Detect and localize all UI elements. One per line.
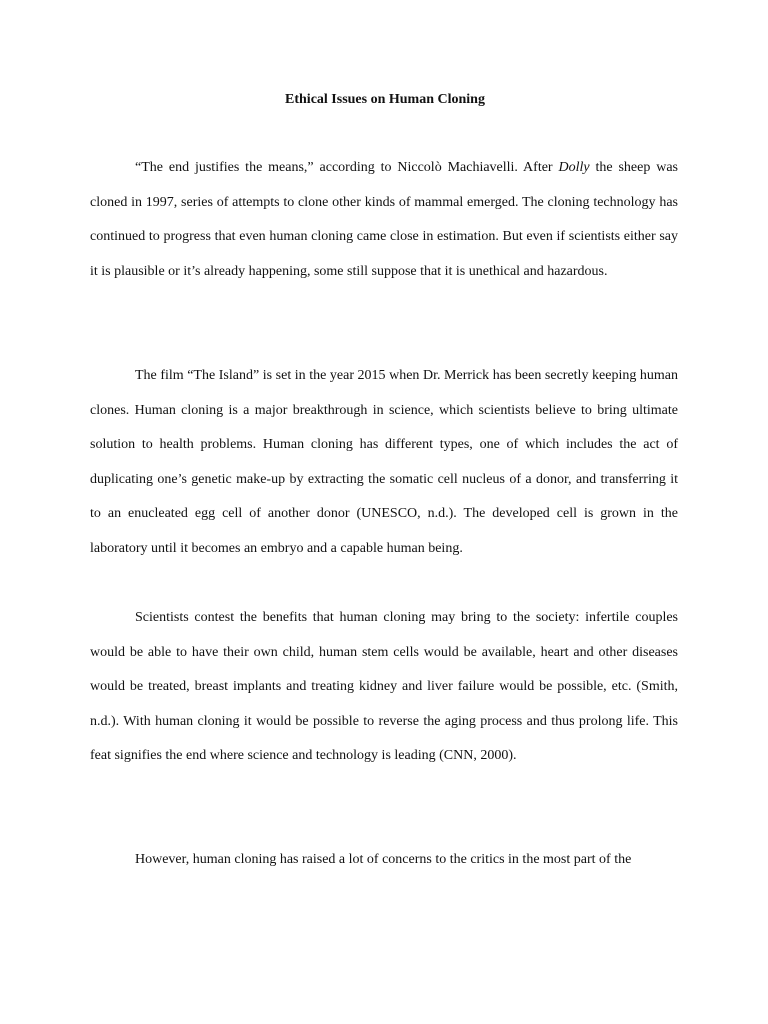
paragraph-1-italic-dolly: Dolly <box>558 160 590 175</box>
paragraph-4: However, human cloning has raised a lot of concerns to the critics in the most part of the <box>135 852 632 867</box>
paragraph-2: The film “The Island” is set in the year 2015 when Dr. Merrick has been secretly keeping human clones. Human cloning is a major breakthrough in science, which scientists believe to bring ultimate solution to health problems. Human cloning has different types, one of which includes the act of duplicating one’s genetic make-up by extracting the somatic cell nucleus of a donor, and transferring it to an enucleated egg cell of another donor (UNESCO, n.d.). The developed cell is grown in the laboratory until it becomes an embryo and a capable human being. <box>90 368 678 556</box>
paragraph-3: Scientists contest the benefits that human cloning may bring to the society: infertile couples would be able to have their own child, human stem cells would be available, heart and other diseases would be treated, breast implants and treating kidney and liver failure would be possible, etc. (Smith, n.d.). With human cloning it would be possible to reverse the aging process and thus prolong life. This feat signifies the end where science and technology is leading (CNN, 2000). <box>90 610 678 763</box>
paragraph-1 <box>90 151 678 289</box>
paragraph-1-text-end: the sheep was cloned in 1997, series of attempts to clone other kinds of mammal emerged. The cloning technology has continued to progress that even human cloning came close in estimation. But even if scientists either say it is plausible or it’s already happening, some still suppose that it is unethical and hazardous. <box>90 160 678 279</box>
document-title: Ethical Issues on Human Cloning <box>285 92 485 107</box>
paragraph-1-text-start: “The end justifies the means,” according to Niccolò Machiavelli. After <box>135 160 559 175</box>
